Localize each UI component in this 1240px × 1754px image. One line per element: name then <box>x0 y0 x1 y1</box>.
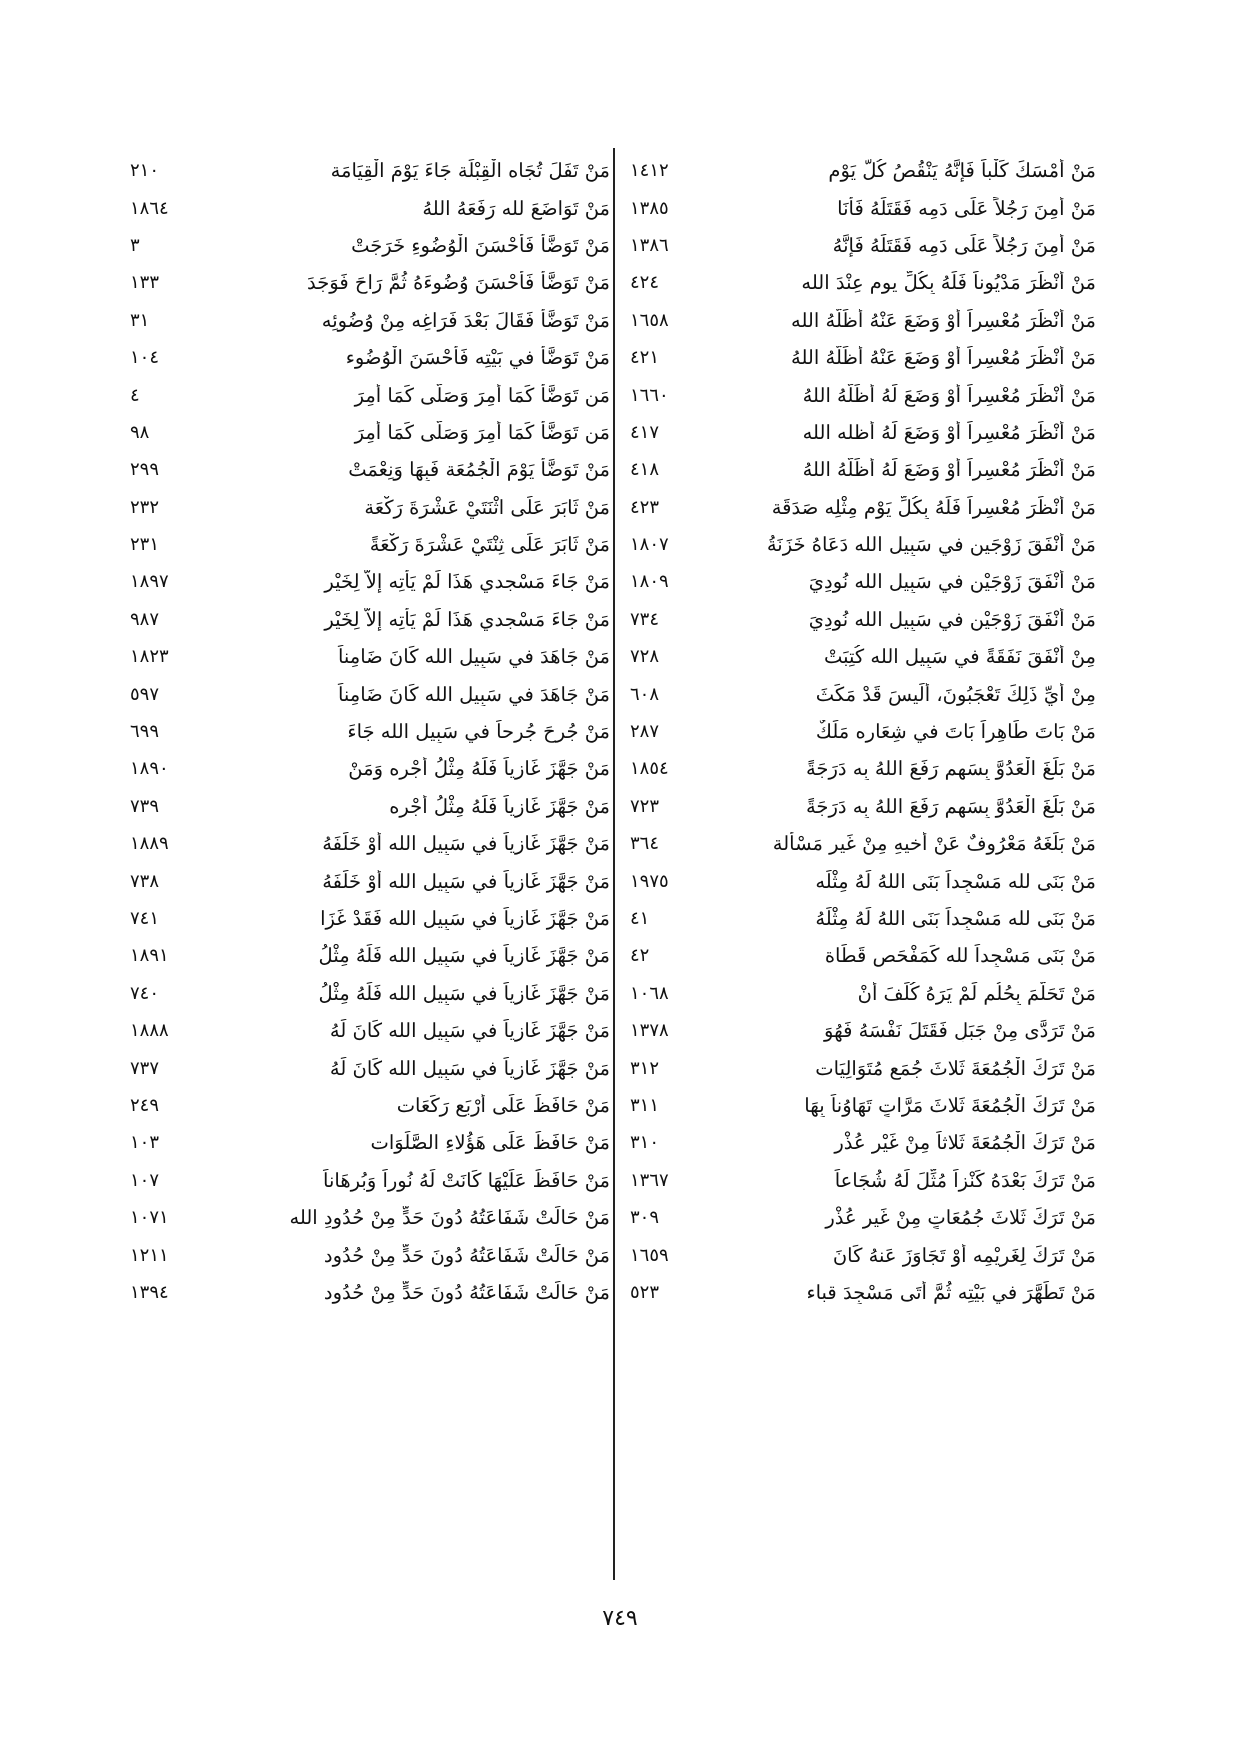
entry-page-number: ١٨٦٤ <box>130 197 169 219</box>
entry-page-number: ٣٠٩ <box>630 1207 660 1229</box>
index-entry <box>130 937 610 974</box>
entry-text: مَنْ تَرَكَ الْجُمُعَةَ ثَلاثاً مِنْ غَيْرِ عُذْرٍ <box>834 1131 1096 1155</box>
index-entry <box>130 1236 610 1273</box>
index-entry <box>630 1236 1096 1273</box>
entry-text: مَنْ حَافَظَ عَلَى أَرْبَعِ رَكَعَات <box>396 1093 610 1117</box>
entry-text: مَنْ تَوَضَّأَ فَأَحْسَنَ الْوُضُوءِ خَرَجَتْ <box>351 233 610 257</box>
entry-text: مَنْ تَطَهَّرَ في بَيْتِه ثُمَّ أَتَى مَسْجِدَ قباء <box>806 1280 1096 1304</box>
index-entry <box>630 339 1096 376</box>
entry-text: مَنْ حَالَتْ شَفَاعَتُهُ دُونَ حَدٍّ مِنْ حُدُود <box>323 1280 610 1304</box>
entry-page-number: ٣١٠ <box>630 1132 660 1154</box>
entry-page-number: ٤٢٣ <box>630 496 660 518</box>
index-entry <box>130 1012 610 1049</box>
index-entry <box>630 1274 1096 1311</box>
entry-text: مَنْ أَمِنَ رَجُلاً عَلَى دَمِه فَقَتَلَهُ فَإِنَّهُ <box>832 233 1096 257</box>
index-entry <box>630 1162 1096 1199</box>
entry-page-number: ٩٨٧ <box>130 608 160 630</box>
entry-page-number: ١٠٧١ <box>130 1207 169 1229</box>
entry-text: مَنْ بَاتَ طَاهِراً بَاتَ في شِعَارِه مَلَكٌ <box>815 720 1096 744</box>
entry-text: مَنْ بَلَغَهُ مَعْرُوفٌ عَنْ أَخيهِ مِنْ غَيرِ مَسْأَلة <box>772 832 1096 856</box>
entry-page-number: ٦٩٩ <box>130 721 160 743</box>
entry-text: مَنْ حَافَظَ عَلَى هَؤُلاءِ الصَّلَوَات <box>370 1131 610 1155</box>
entry-page-number: ٥٩٧ <box>130 683 160 705</box>
index-entry <box>630 638 1096 675</box>
entry-text: مَنْ بَلَغَ الْعَدُوَّ بِسَهمٍ رَفَعَ اللهُ بِه دَرَجَةً <box>805 794 1096 818</box>
index-entry <box>130 675 610 712</box>
entry-page-number: ٢٤٩ <box>130 1094 160 1116</box>
left-index-column <box>130 152 610 1311</box>
index-entry <box>130 900 610 937</box>
index-entry <box>130 152 610 189</box>
entry-page-number: ١٨٨٨ <box>130 1020 169 1042</box>
index-entry <box>130 414 610 451</box>
entry-text: مَنْ جَهَّزَ غَازِياً فَلَهُ مِثْلُ أَجْرِه وَمَنْ <box>348 757 610 781</box>
index-entry <box>130 302 610 339</box>
entry-page-number: ٧٢٨ <box>630 646 660 668</box>
index-entry <box>130 825 610 862</box>
index-entry <box>630 264 1096 301</box>
entry-page-number: ١٠٣ <box>130 1132 160 1154</box>
entry-text: مَنْ ثَابَرَ عَلَى ثِنْتَيْ عَشْرَةَ رَكْعَةً <box>369 533 610 557</box>
index-entry <box>630 1049 1096 1086</box>
entry-page-number: ١٦٦٠ <box>630 384 669 406</box>
entry-text: مَنْ أَنْظَرَ مُعْسِراً فَلَهُ بِكُلِّ يَوْمٍ مِثْلِه صَدَقَة <box>771 495 1096 519</box>
index-entry <box>130 1199 610 1236</box>
index-entry <box>130 862 610 899</box>
entry-page-number: ١٨٩٠ <box>130 758 169 780</box>
index-entry <box>130 1124 610 1161</box>
entry-text: مَنْ تَوَضَّأَ في بَيْتِه فَأَحْسَنَ الْوُضُوء <box>345 346 610 370</box>
entry-page-number: ١٨٠٩ <box>630 571 669 593</box>
entry-text: مَنْ تَفَلَ تُجَاه الْقِبْلَة جَاءَ يَوْمَ الْقِيَامَة <box>330 159 610 183</box>
entry-text: مَنْ أَنْفَقَ زَوْجَيْنِ في سَبِيلِ الله نُودِيَ <box>808 570 1096 594</box>
entry-page-number: ٥٢٣ <box>630 1281 660 1303</box>
entry-text: مَنْ أَنْظَرَ مَدْيُوناً فَلَهُ بِكُلِّ يوم عِنْدَ الله <box>801 271 1096 295</box>
index-entry <box>630 302 1096 339</box>
entry-page-number: ٤٢ <box>630 945 650 967</box>
entry-page-number: ١٣٩٤ <box>130 1281 169 1303</box>
entry-page-number: ٩٨ <box>130 421 150 443</box>
index-entry <box>630 414 1096 451</box>
entry-page-number: ٣١١ <box>630 1094 660 1116</box>
entry-text: مِنْ أَيِّ ذَلِكَ تَعْجَبُونَ، أَلَيسَ قَدْ مَكَثَ <box>815 682 1096 706</box>
entry-page-number: ٢٩٩ <box>130 459 160 481</box>
index-entry <box>130 638 610 675</box>
entry-page-number: ١٠٧ <box>130 1169 160 1191</box>
index-entry <box>630 937 1096 974</box>
index-entry <box>130 264 610 301</box>
entry-page-number: ١٣٧٨ <box>630 1020 669 1042</box>
entry-text: مَنْ بَنَى لله مَسْجِداً بَنَى اللهُ لَهُ مِثْلَهُ <box>815 907 1096 930</box>
index-entry <box>630 788 1096 825</box>
entry-text: مَنْ حَافَظَ عَلَيْهَا كَانَتْ لَهُ نُوراً وَبُرهَاناً <box>323 1168 610 1192</box>
entry-text: مَن تَوَضَّأَ كَمَا أُمِرَ وَصَلَّى كَمَا أُمِرَ <box>354 420 610 444</box>
entry-page-number: ٧٣٧ <box>130 1057 160 1079</box>
index-entry <box>130 601 610 638</box>
entry-text: مَنْ تَوَضَّأَ فَأَحْسَنَ وُضُوءَهُ ثُمَّ رَاحَ فَوَجَدَ <box>307 271 610 295</box>
index-entry <box>630 1012 1096 1049</box>
index-entry <box>130 526 610 563</box>
index-entry <box>630 1124 1096 1161</box>
index-entry <box>630 1199 1096 1236</box>
entry-page-number: ١٤١٢ <box>630 160 669 182</box>
entry-page-number: ٢٣٢ <box>130 496 160 518</box>
index-entry <box>630 825 1096 862</box>
index-entry <box>130 451 610 488</box>
entry-page-number: ٢٨٧ <box>630 721 660 743</box>
entry-text: مَنْ جَهَّزَ غَازِياً في سَبِيلِ الله أَوْ خَلَفَهُ <box>322 869 610 893</box>
entry-page-number: ٤٢٤ <box>630 272 660 294</box>
index-entry <box>130 1049 610 1086</box>
index-entry <box>630 152 1096 189</box>
entry-page-number: ١٠٤ <box>130 347 160 369</box>
index-entry <box>130 563 610 600</box>
entry-page-number: ٧٤١ <box>130 908 160 929</box>
entry-page-number: ١٨٩٧ <box>130 571 169 593</box>
index-entry <box>130 376 610 413</box>
entry-page-number: ١٨٥٤ <box>630 758 669 780</box>
index-entry <box>630 713 1096 750</box>
entry-page-number: ٧٤٠ <box>130 982 160 1004</box>
entry-text: مَنْ تَرَدَّى مِنْ جَبَلٍ فَقَتَلَ نَفْسَهُ فَهُوَ <box>824 1019 1096 1043</box>
entry-text: مَنْ تَرَكَ ثَلاثَ جُمُعَاتٍ مِنْ غَيرِ عُذْرٍ <box>825 1206 1096 1230</box>
entry-text: مَنْ أَنْظَرَ مُعْسِراً أَوْ وَضَعَ لَهُ أظله الله <box>802 420 1096 444</box>
entry-text: مَنْ حَالَتْ شَفَاعَتُهُ دُونَ حَدٍّ مِنْ حُدُودِ الله <box>289 1206 610 1230</box>
entry-text: مَنْ جَاهَدَ في سَبِيلِ الله كَانَ ضَامِناً <box>337 682 610 706</box>
entry-page-number: ١٣٨٦ <box>630 234 669 256</box>
index-entry <box>130 975 610 1012</box>
entry-page-number: ١٨٩١ <box>130 945 169 967</box>
entry-text: مَنْ أَنْفَقَ زَوْجَيْنِ في سَبِيلِ الله نُودِيَ <box>808 607 1096 631</box>
entry-page-number: ٤١٧ <box>630 421 660 443</box>
index-entry <box>630 227 1096 264</box>
entry-text: مَن تَوَضَّأَ كَمَا أُمِرَ وَصَلَّى كَمَا أُمِرَ <box>354 383 610 407</box>
entry-text: مَنْ جَهَّزَ غَازِياً فَلَهُ مِثْلُ أَجْرِه <box>389 794 610 818</box>
index-entry <box>130 1274 610 1311</box>
entry-text: مِنْ أَنْفَقَ نَفَقَةً في سَبِيلِ الله كُتِبَتْ <box>824 645 1096 669</box>
index-entry <box>630 900 1096 937</box>
entry-page-number: ١٨٠٧ <box>630 534 669 556</box>
entry-text: مَنْ أَنْظَرَ مُعْسِراً أَوْ وَضَعَ لَهُ أَظَلَّهُ اللهُ <box>802 458 1096 482</box>
index-entry <box>630 750 1096 787</box>
entry-page-number: ٦٠٨ <box>630 683 660 705</box>
entry-page-number: ١٩٧٥ <box>630 870 669 892</box>
entry-page-number: ٤٢١ <box>630 347 660 369</box>
index-entry <box>630 451 1096 488</box>
entry-text: مَنْ أَمْسَكَ كَلْباً فَإِنَّهُ يَنْقُصُ كُلَّ يَوْمٍ <box>828 159 1096 183</box>
entry-text: مَنْ جَاءَ مَسْجدي هَذَا لَمْ يَأْتِه إِلاَّ لِخَيْرٍ <box>324 607 610 631</box>
entry-page-number: ٣ <box>130 234 140 256</box>
entry-page-number: ٣١٢ <box>630 1057 660 1079</box>
entry-text: مَنْ تَرَكَ بَعْدَهُ كَنْزاً مُثِّلَ لَهُ شُجَاعاً <box>834 1168 1096 1192</box>
entry-page-number: ٧٣٤ <box>630 608 660 630</box>
entry-text: مَنْ بَنَى لله مَسْجِداً بَنَى اللهُ لَهُ مِثْلَه <box>815 869 1096 893</box>
entry-page-number: ٧٣٩ <box>130 795 160 817</box>
entry-text: مَنْ أَنْفَقَ زَوْجَينِ في سَبِيلِ الله دَعَاهُ خَزَنَةُ <box>766 533 1096 557</box>
index-entry <box>130 1087 610 1124</box>
right-index-column <box>630 152 1096 1311</box>
entry-page-number: ٧٢٣ <box>630 795 660 817</box>
entry-page-number: ٧٣٨ <box>130 870 160 892</box>
entry-page-number: ١٣٣ <box>130 272 160 294</box>
index-entry <box>630 862 1096 899</box>
entry-page-number: ١٣٨٥ <box>630 197 669 219</box>
entry-page-number: ١٦٥٨ <box>630 309 669 331</box>
entry-text: مَنْ جَهَّزَ غَازِياً في سَبِيلِ الله فَلَهُ مِثْلُ <box>318 981 610 1005</box>
index-entry <box>130 713 610 750</box>
entry-page-number: ١٨٨٩ <box>130 833 169 855</box>
index-entry <box>630 526 1096 563</box>
entry-page-number: ٣١ <box>130 309 150 331</box>
index-entry <box>630 489 1096 526</box>
entry-text: مَنْ جَهَّزَ غَازِياً في سَبِيلِ الله فَلَهُ مِثْلُ <box>318 944 610 968</box>
entry-text: مَنْ أَمِنَ رَجُلاً عَلَى دَمِه فَقَتَلَهُ فَأَنَا <box>837 196 1096 220</box>
entry-text: مَنْ تَرَكَ الْجُمُعَةَ ثَلاثَ جُمَعٍ مُتَوَالِيَات <box>815 1056 1096 1080</box>
entry-page-number: ١٢١١ <box>130 1244 169 1266</box>
entry-page-number: ١٦٥٩ <box>630 1244 669 1266</box>
entry-text: مَنْ تَحَلَّمَ بِحُلُمٍ لَمْ يَرَهُ كُلِّفَ أَنْ <box>857 981 1096 1005</box>
entry-page-number: ٤ <box>130 384 140 406</box>
index-entry <box>630 975 1096 1012</box>
index-entry <box>130 189 610 226</box>
index-entry <box>630 376 1096 413</box>
entry-page-number: ٢١٠ <box>130 160 160 182</box>
entry-text: مَنْ أَنْظَرَ مُعْسِراً أَوْ وَضَعَ لَهُ أَظَلَّهُ اللهُ <box>802 383 1096 407</box>
entry-text: مَنْ حَالَتْ شَفَاعَتُهُ دُونَ حَدٍّ مِنْ حُدُود <box>323 1243 610 1267</box>
entry-page-number: ٤١ <box>630 908 650 929</box>
page-number: ٧٤٩ <box>602 1606 638 1631</box>
entry-text: مَنْ تَوَضَّأَ يَوْمَ الْجُمُعَة فَبِهَا وَنِعْمَتْ <box>348 458 610 482</box>
entry-text: مَنْ أَنْظَرَ مُعْسِراً أَوْ وَضَعَ عَنْهُ أَظَلَّهُ الله <box>791 308 1096 332</box>
index-entry <box>130 1162 610 1199</box>
entry-page-number: ١٨٢٣ <box>130 646 169 668</box>
index-entry <box>630 563 1096 600</box>
index-entry <box>630 601 1096 638</box>
entry-text: مَنْ تَوَضَّأَ فَقَالَ بَعْدَ فَرَاغِه مِنْ وُضُوئِه <box>321 308 610 332</box>
entry-text: مَنْ جَاءَ مَسْجدي هَذَا لَمْ يَأْتِه إِلاَّ لِخَيْرٍ <box>324 570 610 594</box>
entry-text: مَنْ بَنَى مَسْجِداً لله كَمَفْحَصِ قَطَاة <box>824 944 1096 968</box>
index-entry <box>130 227 610 264</box>
entry-page-number: ١٣٦٧ <box>630 1169 669 1191</box>
index-entry <box>630 1087 1096 1124</box>
entry-text: مَنْ جَهَّزَ غَازِياً في سَبِيلِ الله فَقَدْ غَزَا <box>320 907 610 930</box>
entry-text: مَنْ تَرَكَ الْجُمُعَةَ ثَلاثَ مَرَّاتٍ تَهَاوُناً بِهَا <box>804 1093 1096 1117</box>
index-entry <box>630 675 1096 712</box>
entry-page-number: ٤١٨ <box>630 459 660 481</box>
entry-text: مَنْ تَرَكَ لِغَرِيْمِه أَوْ تَجَاوَزَ عَنهُ كَانَ <box>832 1243 1096 1267</box>
index-entry <box>630 189 1096 226</box>
entry-text: مَنْ جَاهَدَ في سَبِيلِ الله كَانَ ضَامِناً <box>337 645 610 669</box>
entry-text: مَنْ جَهَّزَ غَازِياً في سَبِيلِ الله أَوْ خَلَفَهُ <box>322 832 610 856</box>
entry-page-number: ٢٣١ <box>130 534 160 556</box>
index-entry <box>130 788 610 825</box>
column-divider <box>613 148 615 1580</box>
entry-text: مَنْ ثَابَرَ عَلَى اثْنَتَيْ عَشْرَةَ رَكْعَة <box>364 495 610 519</box>
index-entry <box>130 489 610 526</box>
entry-text: مَنْ بَلَغَ الْعَدُوَّ بِسَهمٍ رَفَعَ اللهُ بِه دَرَجَةً <box>805 757 1096 781</box>
index-entry <box>130 339 610 376</box>
entry-text: مَنْ تَوَاضَعَ لله رَفَعَهُ اللهُ <box>422 196 610 220</box>
entry-text: مَنْ جَهَّزَ غَازِياً في سَبِيلِ الله كَانَ لَهُ <box>329 1019 610 1043</box>
entry-page-number: ١٠٦٨ <box>630 982 669 1004</box>
entry-text: مَنْ جُرِحَ جُرحاً في سَبِيلِ الله جَاءَ <box>347 720 610 744</box>
index-entry <box>130 750 610 787</box>
entry-page-number: ٣٦٤ <box>630 833 660 855</box>
entry-text: مَنْ أَنْظَرَ مُعْسِراً أَوْ وَضَعَ عَنْهُ أَظَلَّهُ اللهُ <box>791 346 1096 370</box>
entry-text: مَنْ جَهَّزَ غَازِياً في سَبِيلِ الله كَانَ لَهُ <box>329 1056 610 1080</box>
